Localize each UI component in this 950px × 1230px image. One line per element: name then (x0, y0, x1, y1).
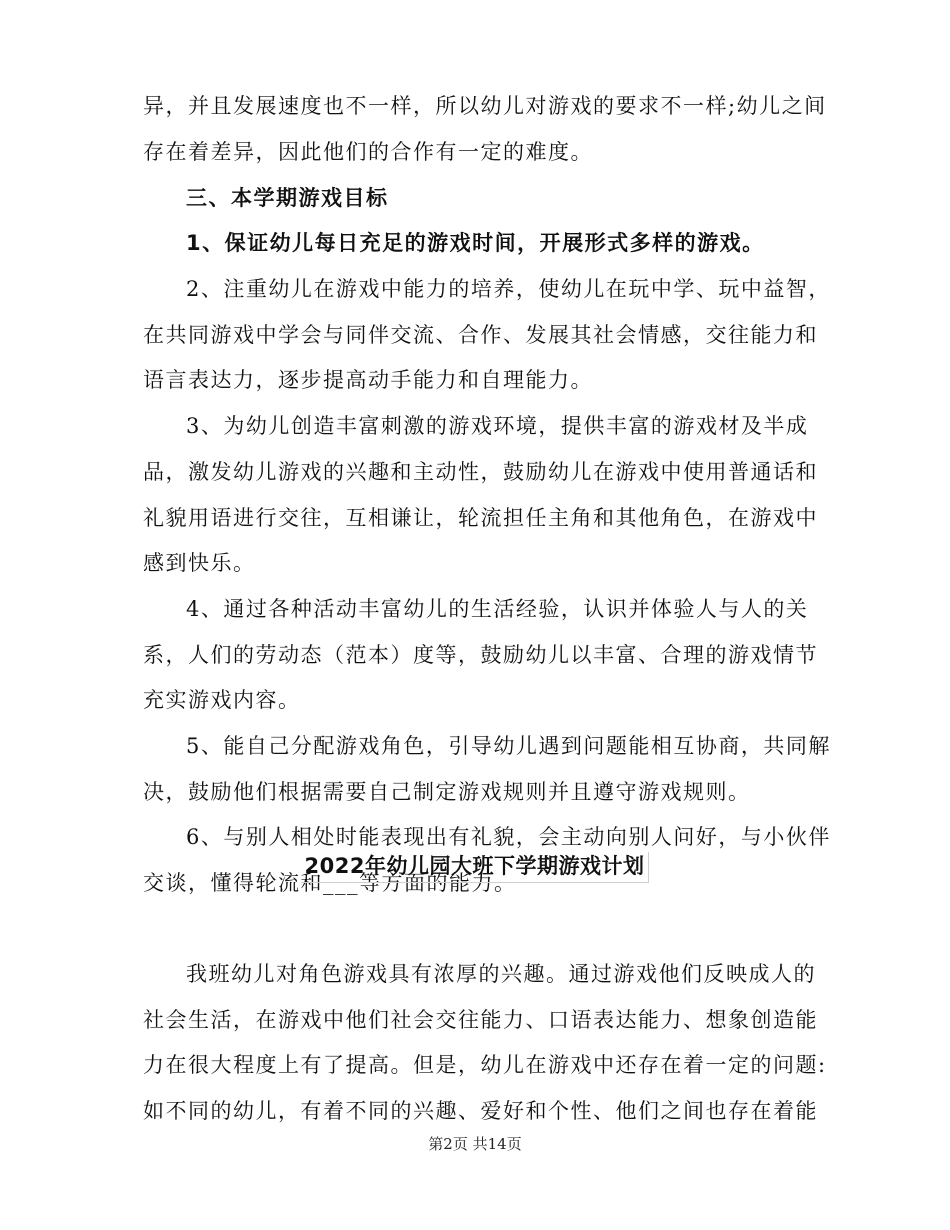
body-text-line: 我班幼儿对角色游戏具有浓厚的兴趣。通过游戏他们反映成人的 (186, 962, 816, 986)
goal-item-3: 3、为幼儿创造丰富刺激的游戏环境，提供丰富的游戏材及半成 (186, 414, 809, 438)
body-text-line: 语言表达力，逐步提高动手能力和自理能力。 (143, 368, 593, 392)
goal-item-4: 4、通过各种活动丰富幼儿的生活经验，认识并体验人与人的关 (186, 597, 809, 621)
goal-item-5: 5、能自己分配游戏角色，引导幼儿遇到问题能相互协商，共同解 (186, 734, 831, 758)
body-text-line: 系，人们的劳动态（范本）度等，鼓励幼儿以丰富、合理的游戏情节 (143, 643, 818, 667)
body-text-line: 决，鼓励他们根据需要自己制定游戏规则并且遵守游戏规则。 (143, 780, 751, 804)
goal-item-1: 1、保证幼儿每日充足的游戏时间，开展形式多样的游戏。 (186, 231, 765, 255)
body-text-line: 如不同的幼儿，有着不同的兴趣、爱好和个性、他们之间也存在着能 (143, 1099, 818, 1123)
body-text-line: 礼貌用语进行交往，互相谦让，轮流担任主角和其他角色，在游戏中 (143, 506, 818, 530)
goal-item-6: 6、与别人相处时能表现出有礼貌，会主动向别人问好，与小伙伴 (186, 825, 831, 849)
page-footer: 第2页 共14页 (428, 1135, 522, 1153)
body-text-line: 品，激发幼儿游戏的兴趣和主动性，鼓励幼儿在游戏中使用普通话和 (143, 460, 818, 484)
goal-item-2: 2、注重幼儿在游戏中能力的培养，使幼儿在玩中学、玩中益智， (186, 277, 831, 301)
section-title (0, 852, 950, 883)
body-text-line: 在共同游戏中学会与同伴交流、合作、发展其社会情感，交往能力和 (143, 323, 818, 347)
body-text-line: 充实游戏内容。 (143, 688, 301, 712)
section-title-text: 2022年幼儿园大班下学期游戏计划 (301, 852, 650, 883)
body-text-line: 社会生活，在游戏中他们社会交往能力、口语表达能力、想象创造能 (143, 1008, 818, 1032)
body-text-line: 存在着差异，因此他们的合作有一定的难度。 (143, 140, 593, 164)
section-heading: 三、本学期游戏目标 (186, 186, 389, 210)
body-text-line: 感到快乐。 (143, 551, 256, 575)
body-text-line: 交谈，懂得轮流和___等方面的能力。 (143, 871, 517, 895)
body-text-line: 异，并且发展速度也不一样，所以幼儿对游戏的要求不一样;幼儿之间 (143, 94, 827, 118)
body-text-line: 力在很大程度上有了提高。但是，幼儿在游戏中还存在着一定的问题: (143, 1053, 827, 1077)
